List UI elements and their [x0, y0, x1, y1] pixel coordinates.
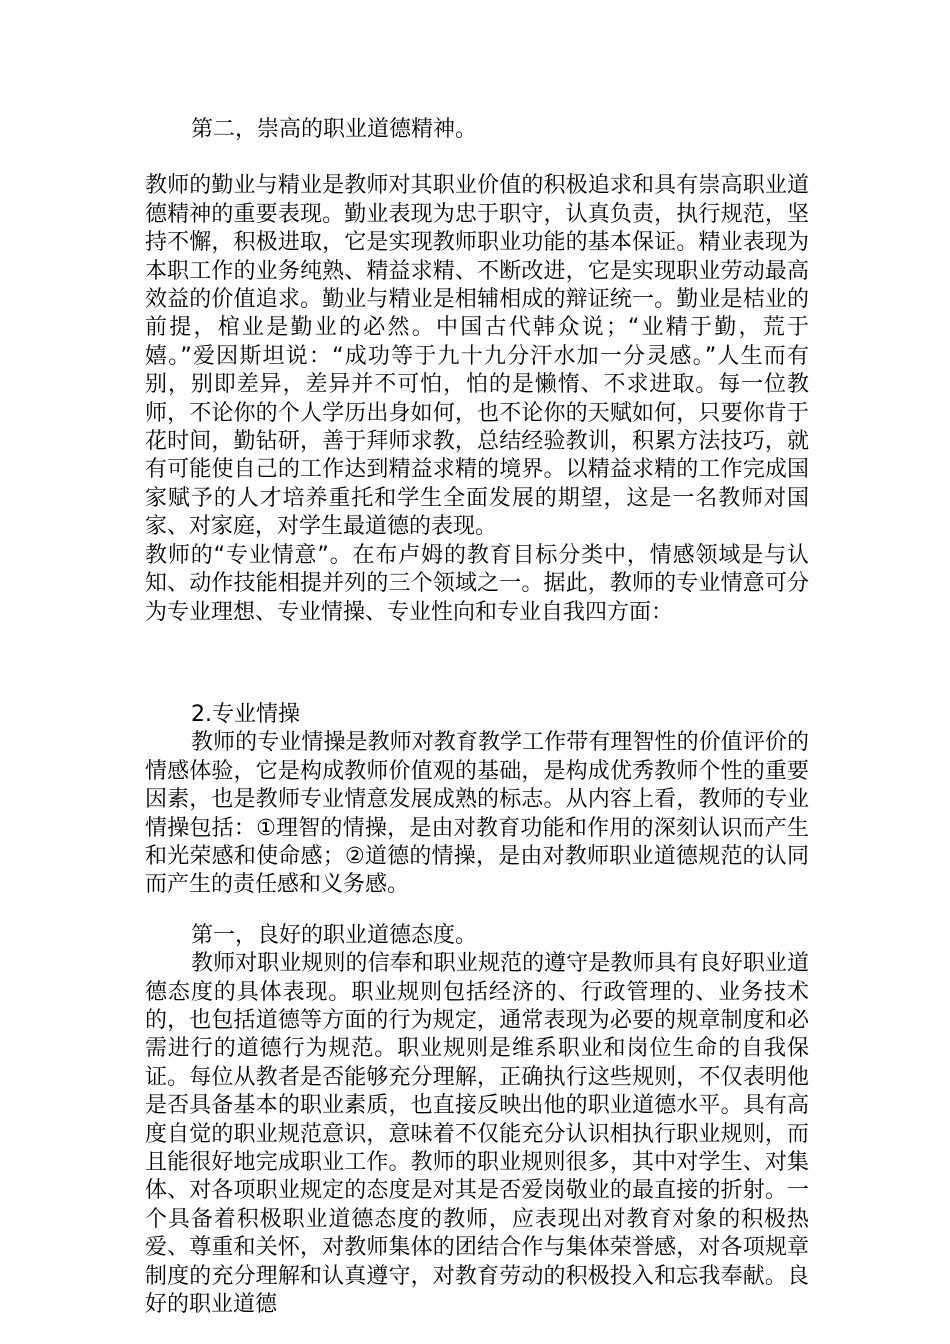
- document-page: [145, 116, 809, 1319]
- spacer: [145, 627, 809, 701]
- spacer: [145, 900, 809, 922]
- sentiment-body-paragraph: 教师的专业情操是教师对教育教学工作带有理智性的价值评价的情感体验，它是构成教师价值观的基础，是构成优秀教师个性的重要因素，也是教师专业情意发展成熟的标志。从内容上看，教师的专业情操包括：①理智的情操，是由对教育功能和作用的深刻认识而产生和光荣感和使命感；②道德的情操，是由对教师职业道德规范的认同而产生的责任感和义务感。: [145, 730, 809, 898]
- second-heading: 第二，崇高的职业道德精神。: [191, 117, 478, 142]
- emotion-intro-paragraph: 教师的“专业情意”。在布卢姆的教育目标分类中，情感领域是与认知、动作技能相提并列的三个领域之一。据此，教师的专业情意可分为专业理想、专业情操、专业性向和专业自我四方面：: [145, 542, 809, 625]
- first-heading: 第一，良好的职业道德态度。: [191, 922, 478, 948]
- spacer: [145, 144, 809, 172]
- sentiment-heading: 2.专业情操: [191, 701, 300, 727]
- first-body-paragraph: 教师对职业规则的信奉和职业规范的遵守是教师具有良好职业道德态度的具体表现。职业规则包括经济的、行政管理的、业务技术的，也包括道德等方面的行为规定，通常表现为必要的规章制度和必需进行的道德行为规范。职业规则是维系职业和岗位生命的自我保证。每位从教者是否能够充分理解，正确执行这些规则，不仅表明他是否具备基本的职业素质，也直接反映出他的职业道德水平。具有高度自觉的职业规范意识，意味着不仅能充分认识相执行职业规则，而且能很好地完成职业工作。教师的职业规则很多，其中对学生、对集体、对各项职业规定的态度是对其是否爱岗敬业的最直接的折射。一个具备着积极职业道德态度的教师，应表现出对教育对象的积极热爱、尊重和关怀，对教师集体的团结合作与集体荣誉感，对各项规章制度的充分理解和认真遵守，对教育劳动的积极投入和忘我奉献。良好的职业道德: [145, 951, 809, 1318]
- second-body-paragraph: 教师的勤业与精业是教师对其职业价值的积极追求和具有崇高职业道德精神的重要表现。勤业表现为忠于职守，认真负责，执行规范，坚持不懈，积极进取，它是实现教师职业功能的基本保证。精业表现为本职工作的业务纯熟、精益求精、不断改进，它是实现职业劳动最高效益的价值追求。勤业与精业是相辅相成的辩证统一。勤业是桔业的前提，棺业是勤业的必然。中国古代韩众说；“业精于勤，荒于嬉。”爱因斯坦说：“成功等于九十九分汗水加一分灵感。”人生而有别，别即差异，差异并不可怕，怕的是懒惰、不求进取。每一位教师，不论你的个人学历出身如何，也不论你的天赋如何，只要你肯于花时间，勤钻研，善于拜师求教，总结经验教训，积累方法技巧，就有可能使自己的工作达到精益求精的境界。以精益求精的工作完成国家赋予的人才培养重托和学生全面发展的期望，这是一名教师对国家、对家庭，对学生最道德的表现。: [145, 173, 809, 540]
